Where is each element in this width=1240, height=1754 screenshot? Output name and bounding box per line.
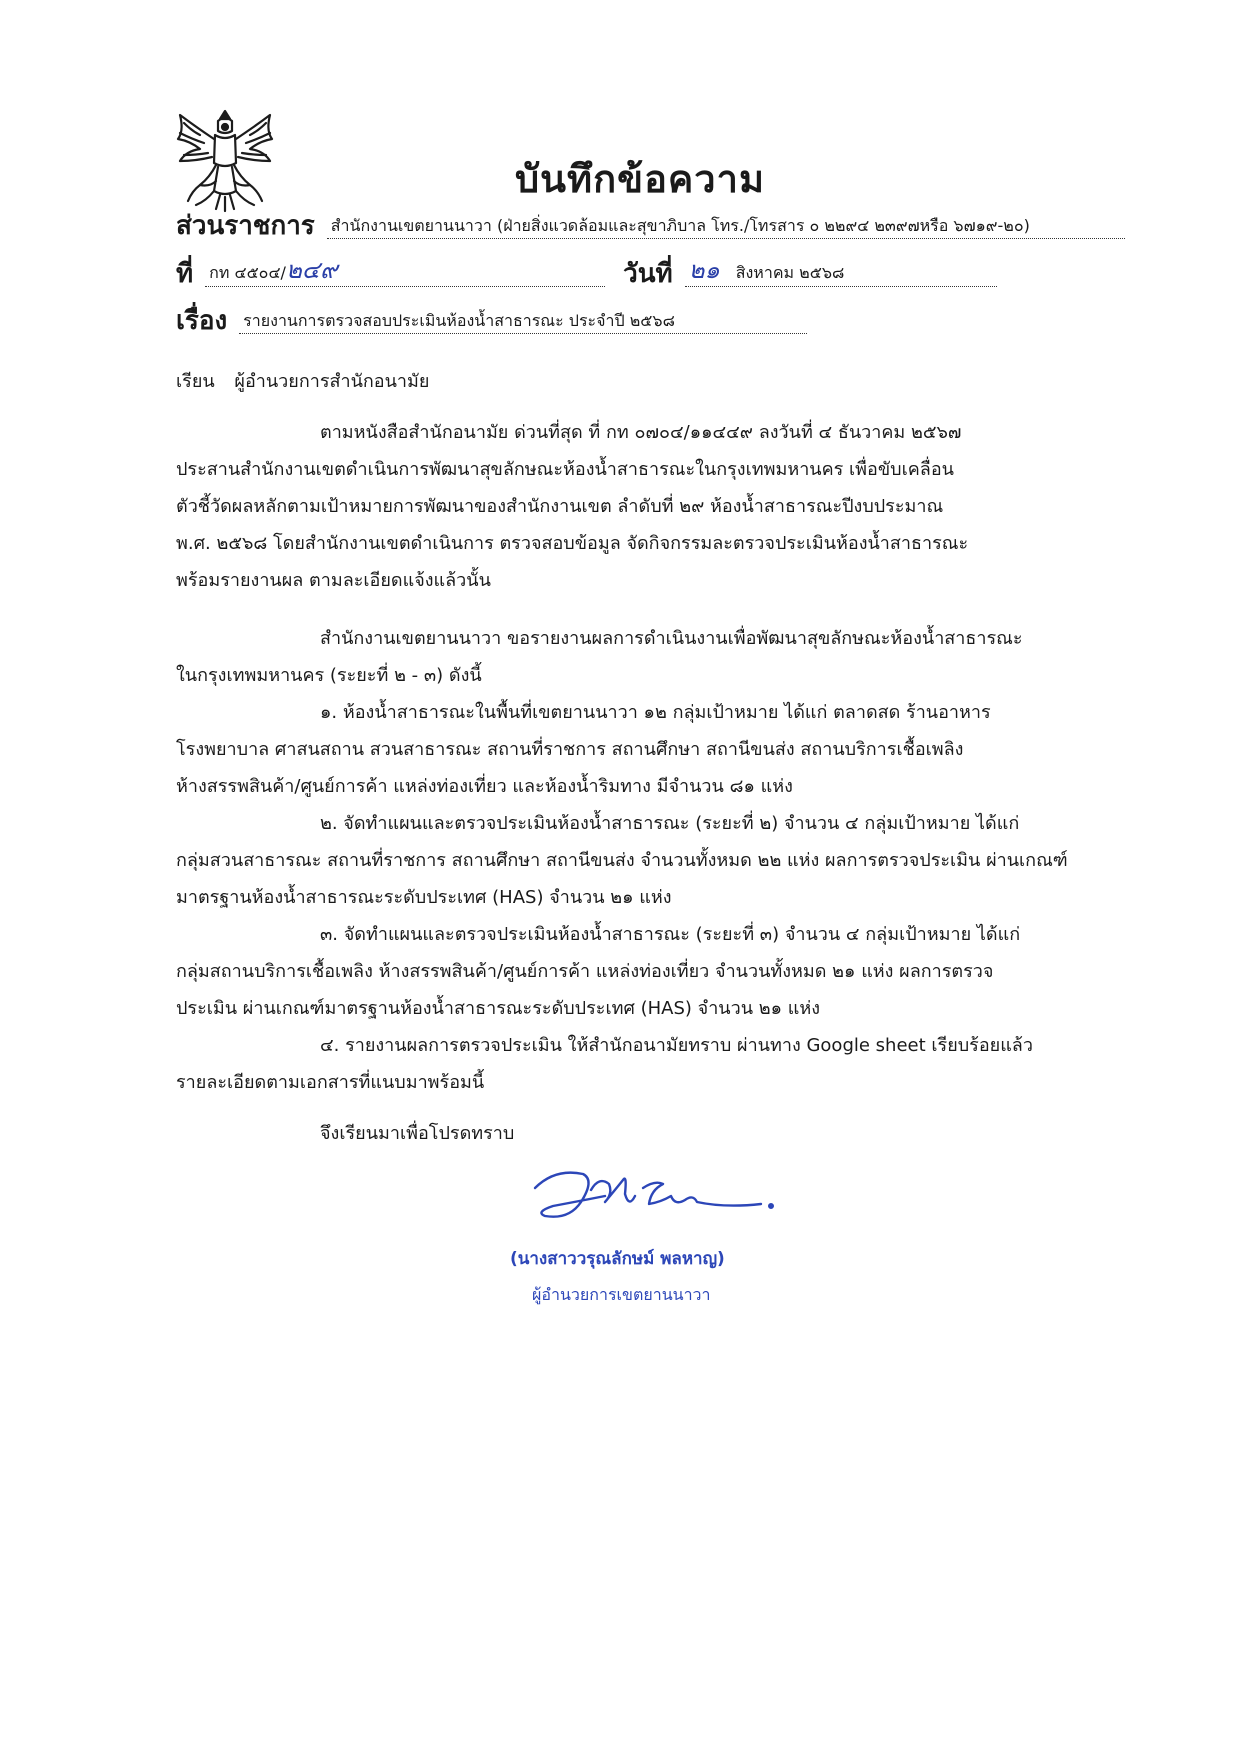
salutation-recipient: ผู้อำนวยการสำนักอนามัย <box>234 371 430 392</box>
paragraph-line: พร้อมรายงานผล ตามละเอียดแจ้งแล้วนั้น <box>176 570 491 591</box>
paragraph-2 <box>176 620 1023 694</box>
date-handwritten: ๒๑ <box>688 256 720 284</box>
ref-label: ที่ <box>176 259 194 290</box>
section-label: ส่วนราชการ <box>176 211 315 241</box>
salutation-label: เรียน <box>176 371 215 392</box>
section-value: สำนักงานเขตยานนาวา (ฝ่ายสิ่งแวดล้อมและสุขาภิบาล โทร./โทรสาร ๐ ๒๒๙๔ ๒๓๙๗หรือ ๖๗๑๙-๒๐) <box>327 217 1125 239</box>
ref-value: กท ๔๕๐๔/ <box>209 263 286 282</box>
date-value: สิงหาคม ๒๕๖๘ <box>735 263 845 282</box>
item-line: กลุ่มสถานบริการเชื้อเพลิง ห้างสรรพสินค้า/ศูนย์การค้า แหล่งท่องเที่ยว จำนวนทั้งหมด ๒๑ แห่ง ผลการตรวจ <box>176 961 994 982</box>
item-4 <box>176 1027 1033 1101</box>
item-2 <box>176 805 1068 916</box>
salutation <box>176 366 443 395</box>
signatory-name: (นางสาววรุณลักษม์ พลหาญ) <box>510 1249 725 1269</box>
paragraph-line: พ.ศ. ๒๕๖๘ โดยสำนักงานเขตดำเนินการ ตรวจสอบข้อมูล จัดกิจกรรมละตรวจประเมินห้องน้ำสาธารณะ <box>176 533 969 554</box>
item-line: ๑. ห้องน้ำสาธารณะในพื้นที่เขตยานนาวา ๑๒ กลุ่มเป้าหมาย ได้แก่ ตลาดสด ร้านอาหาร <box>320 702 991 723</box>
paragraph-line: ตามหนังสือสำนักอนามัย ด่วนที่สุด ที่ กท ๐๗๐๔/๑๑๔๔๙ ลงวันที่ ๔ ธันวาคม ๒๕๖๗ <box>320 422 962 443</box>
item-line: ประเมิน ผ่านเกณฑ์มาตรฐานห้องน้ำสาธารณะระดับประเทศ (HAS) จำนวน ๒๑ แห่ง <box>176 998 821 1019</box>
item-1 <box>176 694 991 805</box>
item-3 <box>176 916 1020 1027</box>
item-line: ๔. รายงานผลการตรวจประเมิน ให้สำนักอนามัยทราบ ผ่านทาง Google sheet เรียบร้อยแล้ว <box>320 1035 1033 1056</box>
paragraph-line: สำนักงานเขตยานนาวา ขอรายงานผลการดำเนินงานเพื่อพัฒนาสุขลักษณะห้องน้ำสาธารณะ <box>320 628 1023 649</box>
paragraph-1 <box>176 414 968 599</box>
paragraph-line: ในกรุงเทพมหานคร (ระยะที่ ๒ - ๓) ดังนี้ <box>176 665 482 686</box>
signatory-position: ผู้อำนวยการเขตยานนาวา <box>532 1285 711 1304</box>
ref-handwritten: ๒๔๙ <box>285 256 338 284</box>
item-line: โรงพยาบาล ศาสนสถาน สวนสาธารณะ สถานที่ราชการ สถานศึกษา สถานีขนส่ง สถานบริการเชื้อเพลิง <box>176 739 964 760</box>
item-line: ๓. จัดทำแผนและตรวจประเมินห้องน้ำสาธารณะ (ระยะที่ ๓) จำนวน ๔ กลุ่มเป้าหมาย ได้แก่ <box>320 924 1021 945</box>
item-line: ๒. จัดทำแผนและตรวจประเมินห้องน้ำสาธารณะ (ระยะที่ ๒) จำนวน ๔ กลุ่มเป้าหมาย ได้แก่ <box>320 813 1020 834</box>
paragraph-line: ประสานสำนักงานเขตดำเนินการพัฒนาสุขลักษณะห้องน้ำสาธารณะในกรุงเทพมหานคร เพื่อขับเคลื่อน <box>176 459 954 480</box>
paragraph-line: ตัวชี้วัดผลหลักตามเป้าหมายการพัฒนาของสำนักงานเขต ลำดับที่ ๒๙ ห้องน้ำสาธารณะปีงบประมาณ <box>176 496 944 517</box>
subject-row <box>176 308 807 334</box>
section-row <box>176 213 1125 239</box>
handwritten-signature <box>525 1150 785 1240</box>
ref-date-row <box>176 256 997 290</box>
item-line: รายละเอียดตามเอกสารที่แนบมาพร้อมนี้ <box>176 1072 485 1093</box>
ref-field <box>205 257 605 287</box>
date-label: วันที่ <box>623 259 673 290</box>
item-line: มาตรฐานห้องน้ำสาธารณะระดับประเทศ (HAS) จำนวน ๒๑ แห่ง <box>176 887 672 908</box>
closing-text: จึงเรียนมาเพื่อโปรดทราบ <box>320 1123 515 1144</box>
memo-title: บันทึกข้อความ <box>514 157 766 201</box>
subject-value: รายงานการตรวจสอบประเมินห้องน้ำสาธารณะ ประจำปี ๒๕๖๘ <box>239 312 807 334</box>
subject-label: เรื่อง <box>176 306 228 336</box>
item-line: กลุ่มสวนสาธารณะ สถานที่ราชการ สถานศึกษา สถานีขนส่ง จำนวนทั้งหมด ๒๒ แห่ง ผลการตรวจประเมิน ผ่านเกณฑ์ <box>176 850 1068 871</box>
date-field <box>685 257 997 287</box>
item-line: ห้างสรรพสินค้า/ศูนย์การค้า แหล่งท่องเที่ยว และห้องน้ำริมทาง มีจำนวน ๘๑ แห่ง <box>176 776 793 797</box>
